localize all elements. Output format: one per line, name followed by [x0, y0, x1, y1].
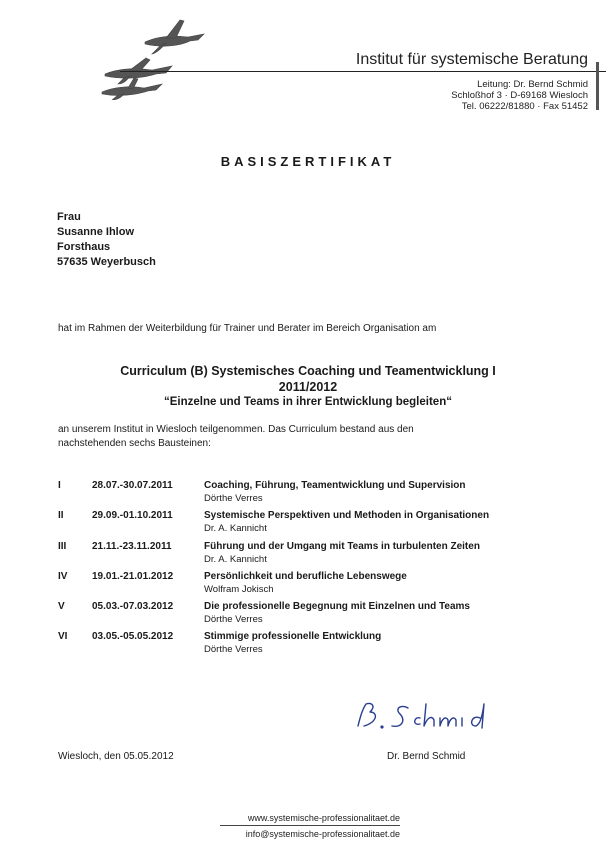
module-number: III [58, 541, 67, 552]
handwritten-signature [350, 696, 535, 736]
participation-line-2: nachstehenden sechs Bausteinen: [58, 438, 211, 449]
module-number: VI [58, 631, 68, 642]
module-title: Systemische Perspektiven und Methoden in Organisationen [204, 510, 490, 521]
module-trainer: Dörthe Verres [204, 614, 263, 625]
module-trainer: Dr. A. Kannicht [204, 523, 267, 534]
module-number: I [58, 480, 61, 491]
header-side-bar [596, 62, 599, 110]
flying-geese-logo-icon [100, 10, 220, 100]
module-dates: 29.09.-01.10.2011 [92, 510, 173, 521]
module-dates: 19.01.-21.01.2012 [92, 571, 174, 582]
module-dates: 21.11.-23.11.2011 [92, 541, 172, 552]
module-number: V [58, 601, 65, 612]
intro-text: hat im Rahmen der Weiterbildung für Trainer und Berater im Bereich Organisation am [58, 323, 437, 334]
footer-rule [220, 825, 400, 826]
institute-address: Schloßhof 3 · D-69168 Wiesloch [451, 90, 588, 101]
module-number: IV [58, 571, 68, 582]
institute-phone: Tel. 06222/81880 · Fax 51452 [461, 101, 588, 112]
module-dates: 05.03.-07.03.2012 [92, 601, 174, 612]
institute-head: Leitung: Dr. Bernd Schmid [477, 79, 588, 90]
header-rule [120, 71, 606, 72]
institute-name: Institut für systemische Beratung [355, 51, 588, 68]
curriculum-title: Curriculum (B) Systemisches Coaching und Teamentwicklung I [120, 364, 496, 378]
module-title: Führung und der Umgang mit Teams in turbulenten Zeiten [204, 541, 480, 552]
module-trainer: Dr. A. Kannicht [204, 554, 267, 565]
recipient-street: Forsthaus [57, 241, 111, 253]
recipient-city: 57635 Weyerbusch [57, 256, 156, 268]
curriculum-period: 2011/2012 [278, 380, 338, 394]
module-trainer: Dörthe Verres [204, 644, 263, 655]
curriculum-subtitle: “Einzelne und Teams in ihrer Entwicklung begleiten“ [164, 396, 452, 408]
module-title: Coaching, Führung, Teamentwicklung und Supervision [204, 480, 466, 491]
module-trainer: Wolfram Jokisch [204, 584, 274, 595]
module-dates: 03.05.-05.05.2012 [92, 631, 174, 642]
recipient-salutation: Frau [57, 211, 81, 223]
footer-email[interactable]: info@systemische-professionalitaet.de [245, 829, 400, 839]
recipient-name: Susanne Ihlow [57, 226, 135, 238]
participation-line-1: an unserem Institut in Wiesloch teilgenommen. Das Curriculum bestand aus den [58, 424, 414, 435]
certificate-title: BASISZERTIFIKAT [220, 154, 396, 169]
module-number: II [58, 510, 64, 521]
place-and-date: Wiesloch, den 05.05.2012 [58, 751, 174, 762]
module-dates: 28.07.-30.07.2011 [92, 480, 173, 491]
footer-website[interactable]: www.systemische-professionalitaet.de [247, 813, 400, 823]
module-trainer: Dörthe Verres [204, 493, 263, 504]
module-title: Stimmige professionelle Entwicklung [204, 631, 382, 642]
module-title: Die professionelle Begegnung mit Einzelnen und Teams [204, 601, 470, 612]
signer-name: Dr. Bernd Schmid [387, 751, 466, 762]
module-title: Persönlichkeit und berufliche Lebenswege [204, 571, 407, 582]
